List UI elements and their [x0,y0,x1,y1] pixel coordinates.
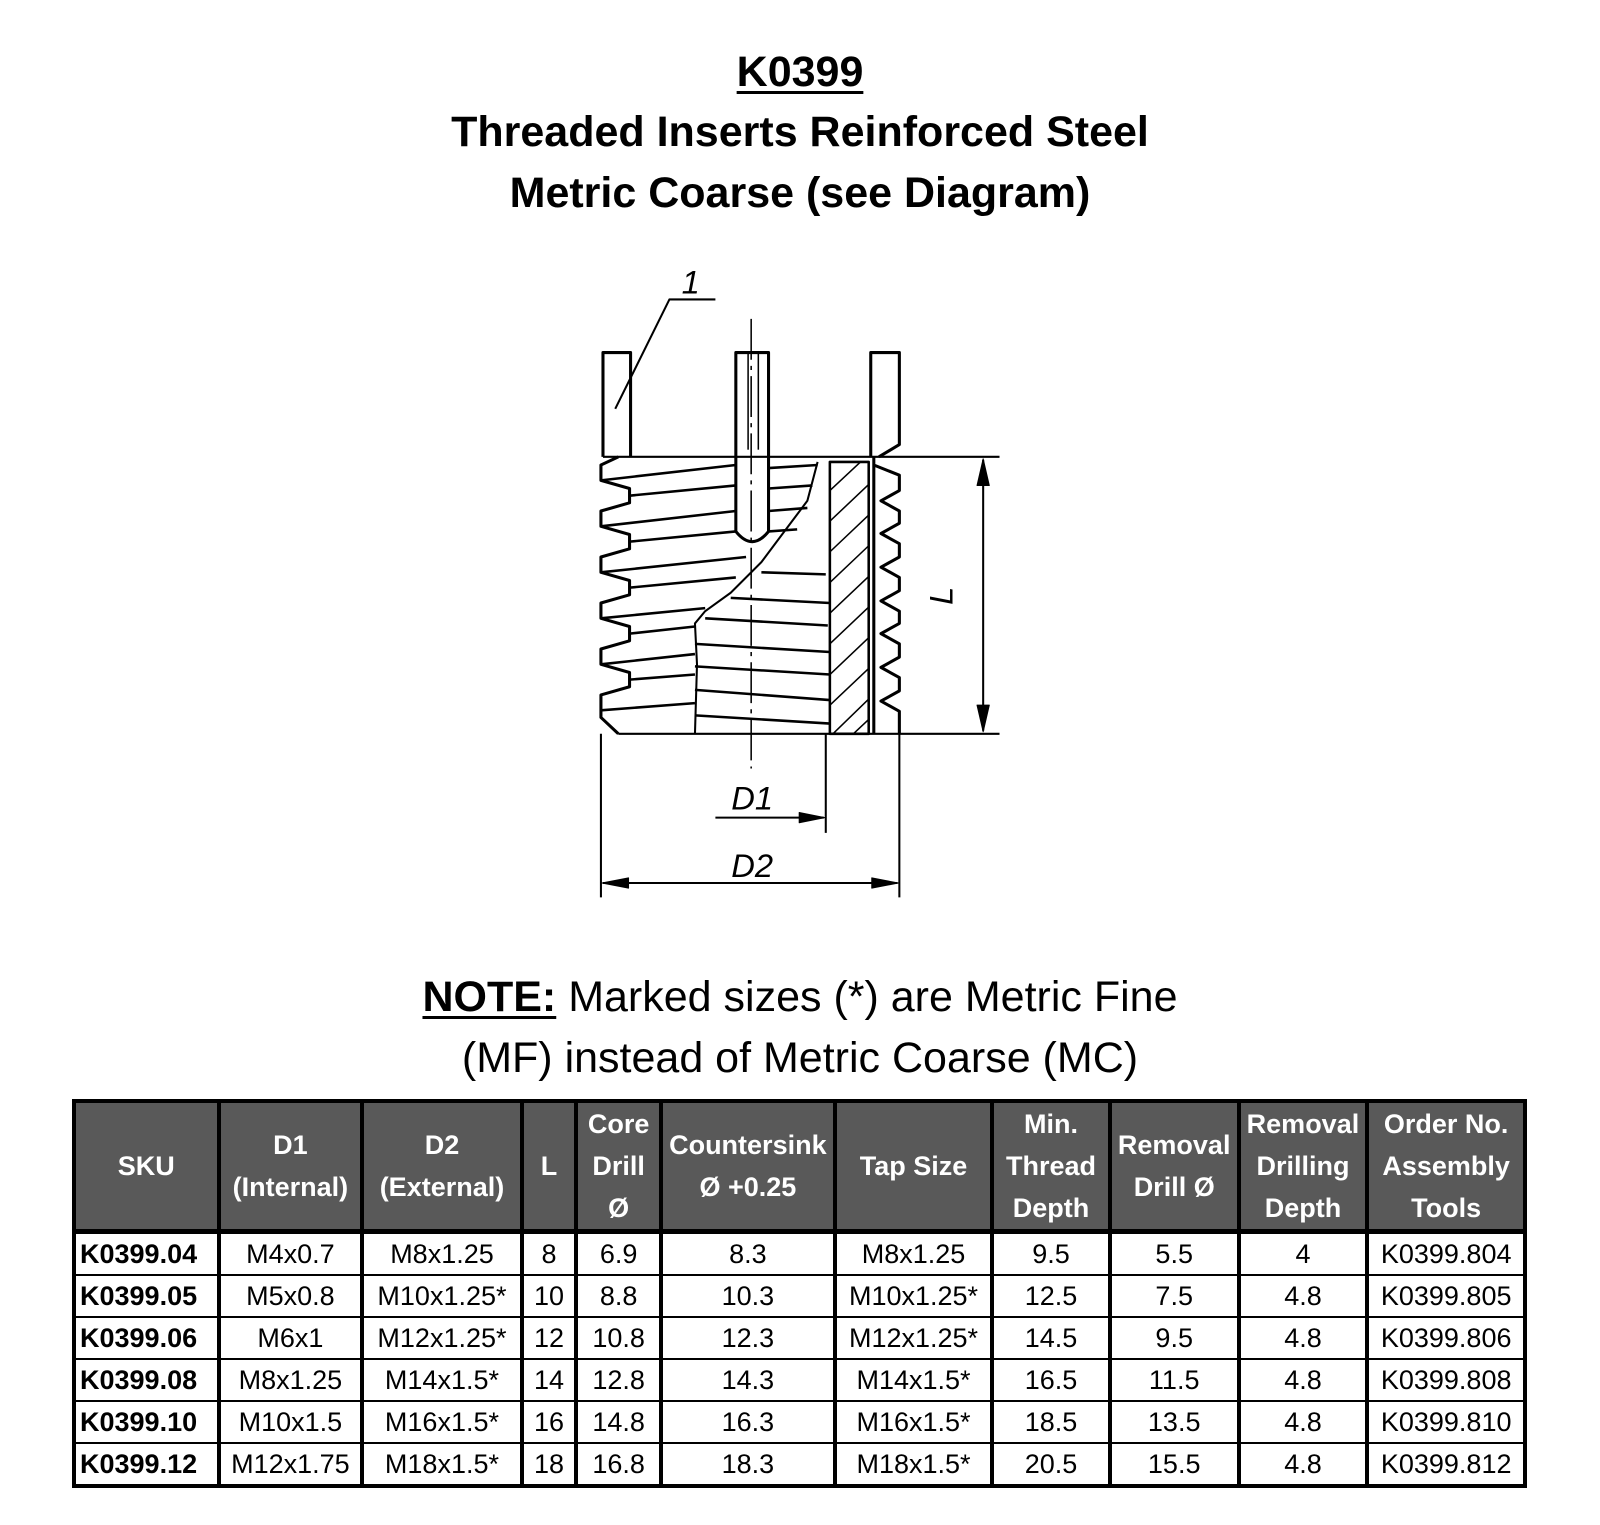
column-header-text: Drill Ø [1133,1172,1215,1202]
table-cell: 10.8 [576,1317,661,1359]
column-header-text: Thread [1006,1151,1097,1181]
center-tab [736,353,769,457]
table-row [74,1359,1525,1401]
external-thread-right [874,457,900,734]
table-cell: 4.8 [1239,1317,1368,1359]
column-header-text: Countersink [669,1130,827,1160]
table-cell: 15.5 [1110,1443,1239,1486]
column-header-text: Removal [1117,1130,1231,1160]
table-header-row [74,1101,1525,1232]
table-cell: M8x1.25 [362,1232,522,1276]
table-cell: 9.5 [1110,1317,1239,1359]
table-cell: 16.5 [992,1359,1110,1401]
column-header [74,1101,219,1232]
sku-cell: K0399.10 [74,1401,219,1443]
table-cell: K0399.805 [1367,1275,1525,1317]
note-label: NOTE: [422,973,557,1021]
table-cell: M18x1.5* [835,1443,993,1486]
column-header-text: (External) [379,1172,505,1202]
table-cell: K0399.806 [1367,1317,1525,1359]
column-header [992,1101,1110,1232]
table-cell: 8 [522,1232,577,1276]
table-cell: M18x1.5* [362,1443,522,1486]
sku-cell: K0399.12 [74,1443,219,1486]
table-cell: M8x1.25 [219,1359,363,1401]
column-header-text: (Internal) [232,1172,349,1202]
table-cell: 8.8 [576,1275,661,1317]
table-cell: 9.5 [992,1232,1110,1276]
column-header-text: Depth [1264,1193,1342,1223]
table-cell: 4.8 [1239,1275,1368,1317]
table-row [74,1232,1525,1276]
spec-table [72,1099,1527,1488]
column-header-text: Min. [1024,1109,1079,1139]
title-line-1: Threaded Inserts Reinforced Steel [451,108,1149,156]
table-cell: M10x1.25* [362,1275,522,1317]
table-cell: 18.5 [992,1401,1110,1443]
sku-cell: K0399.08 [74,1359,219,1401]
sku-cell: K0399.04 [74,1232,219,1276]
table-cell: M10x1.25* [835,1275,993,1317]
table-cell: M16x1.5* [362,1401,522,1443]
column-header [661,1101,835,1232]
table-cell: 12 [522,1317,577,1359]
column-header-text: Removal [1246,1109,1360,1139]
table-cell: 16.3 [661,1401,835,1443]
column-header-text: Tools [1411,1193,1482,1223]
table-cell: 8.3 [661,1232,835,1276]
column-header [362,1101,522,1232]
table-cell: 13.5 [1110,1401,1239,1443]
column-header-text: Depth [1012,1193,1090,1223]
column-header-text: D2 [424,1130,460,1160]
table-row [74,1275,1525,1317]
column-header-text: Tap Size [859,1151,968,1181]
column-header [1110,1101,1239,1232]
note-line-1: NOTE: Marked sizes (*) are Metric Fine [422,973,1178,1021]
table-cell: 4.8 [1239,1443,1368,1486]
table-cell: 6.9 [576,1232,661,1276]
column-header [1239,1101,1368,1232]
label-L: L [922,586,960,605]
table-cell: M6x1 [219,1317,363,1359]
bore [736,457,769,542]
external-thread-left [601,457,630,734]
table-cell: 14.5 [992,1317,1110,1359]
table-cell: 5.5 [1110,1232,1239,1276]
table-cell: 16 [522,1401,577,1443]
product-code: K0399 [736,48,864,96]
table-cell: 4.8 [1239,1401,1368,1443]
table-row [74,1443,1525,1486]
column-header [576,1101,661,1232]
column-header-text: SKU [117,1151,175,1181]
column-header-text: Drilling [1256,1151,1350,1181]
table-row [74,1317,1525,1359]
table-cell: 4.8 [1239,1359,1368,1401]
thread-lines [601,465,830,724]
sku-cell: K0399.05 [74,1275,219,1317]
table-cell: M16x1.5* [835,1401,993,1443]
column-header-text: Core [587,1109,650,1139]
table-cell: 12.5 [992,1275,1110,1317]
column-header [1367,1101,1525,1232]
table-cell: M12x1.25* [835,1317,993,1359]
table-cell: 12.3 [661,1317,835,1359]
table-cell: 14 [522,1359,577,1401]
table-cell: K0399.808 [1367,1359,1525,1401]
table-cell: K0399.810 [1367,1401,1525,1443]
table-cell: M10x1.5 [219,1401,363,1443]
column-header-text: Assembly [1382,1151,1510,1181]
callout-label: 1 [681,263,700,301]
table-cell: 20.5 [992,1443,1110,1486]
table-row [74,1401,1525,1443]
sku-cell: K0399.06 [74,1317,219,1359]
label-D2: D2 [731,846,774,884]
table-cell: 18.3 [661,1443,835,1486]
table-cell: 16.8 [576,1443,661,1486]
column-header [219,1101,363,1232]
table-cell: M12x1.75 [219,1443,363,1486]
table-cell: 7.5 [1110,1275,1239,1317]
table-cell: M14x1.5* [362,1359,522,1401]
table-cell: M12x1.25* [362,1317,522,1359]
table-cell: 14.3 [661,1359,835,1401]
table-cell: 10 [522,1275,577,1317]
column-header [835,1101,993,1232]
table-cell: 18 [522,1443,577,1486]
column-header-text: Ø [608,1193,630,1223]
column-header-text: Order No. [1383,1109,1509,1139]
table-cell: M8x1.25 [835,1232,993,1276]
label-D1: D1 [731,779,774,817]
right-tab [871,353,900,457]
table-cell: K0399.804 [1367,1232,1525,1276]
table-cell: 14.8 [576,1401,661,1443]
table-cell: 12.8 [576,1359,661,1401]
column-header-text: Ø +0.25 [699,1172,797,1202]
title-line-2: Metric Coarse (see Diagram) [509,169,1091,217]
table-cell: M4x0.7 [219,1232,363,1276]
column-header-text: L [540,1151,558,1181]
table-cell: 4 [1239,1232,1368,1276]
table-cell: K0399.812 [1367,1443,1525,1486]
table-cell: M14x1.5* [835,1359,993,1401]
table-cell: 11.5 [1110,1359,1239,1401]
column-header-text: D1 [273,1130,308,1160]
table-cell: M5x0.8 [219,1275,363,1317]
column-header-text: Drill [592,1151,645,1181]
column-header [522,1101,577,1232]
note-line-2: (MF) instead of Metric Coarse (MC) [461,1034,1139,1082]
table-cell: 10.3 [661,1275,835,1317]
